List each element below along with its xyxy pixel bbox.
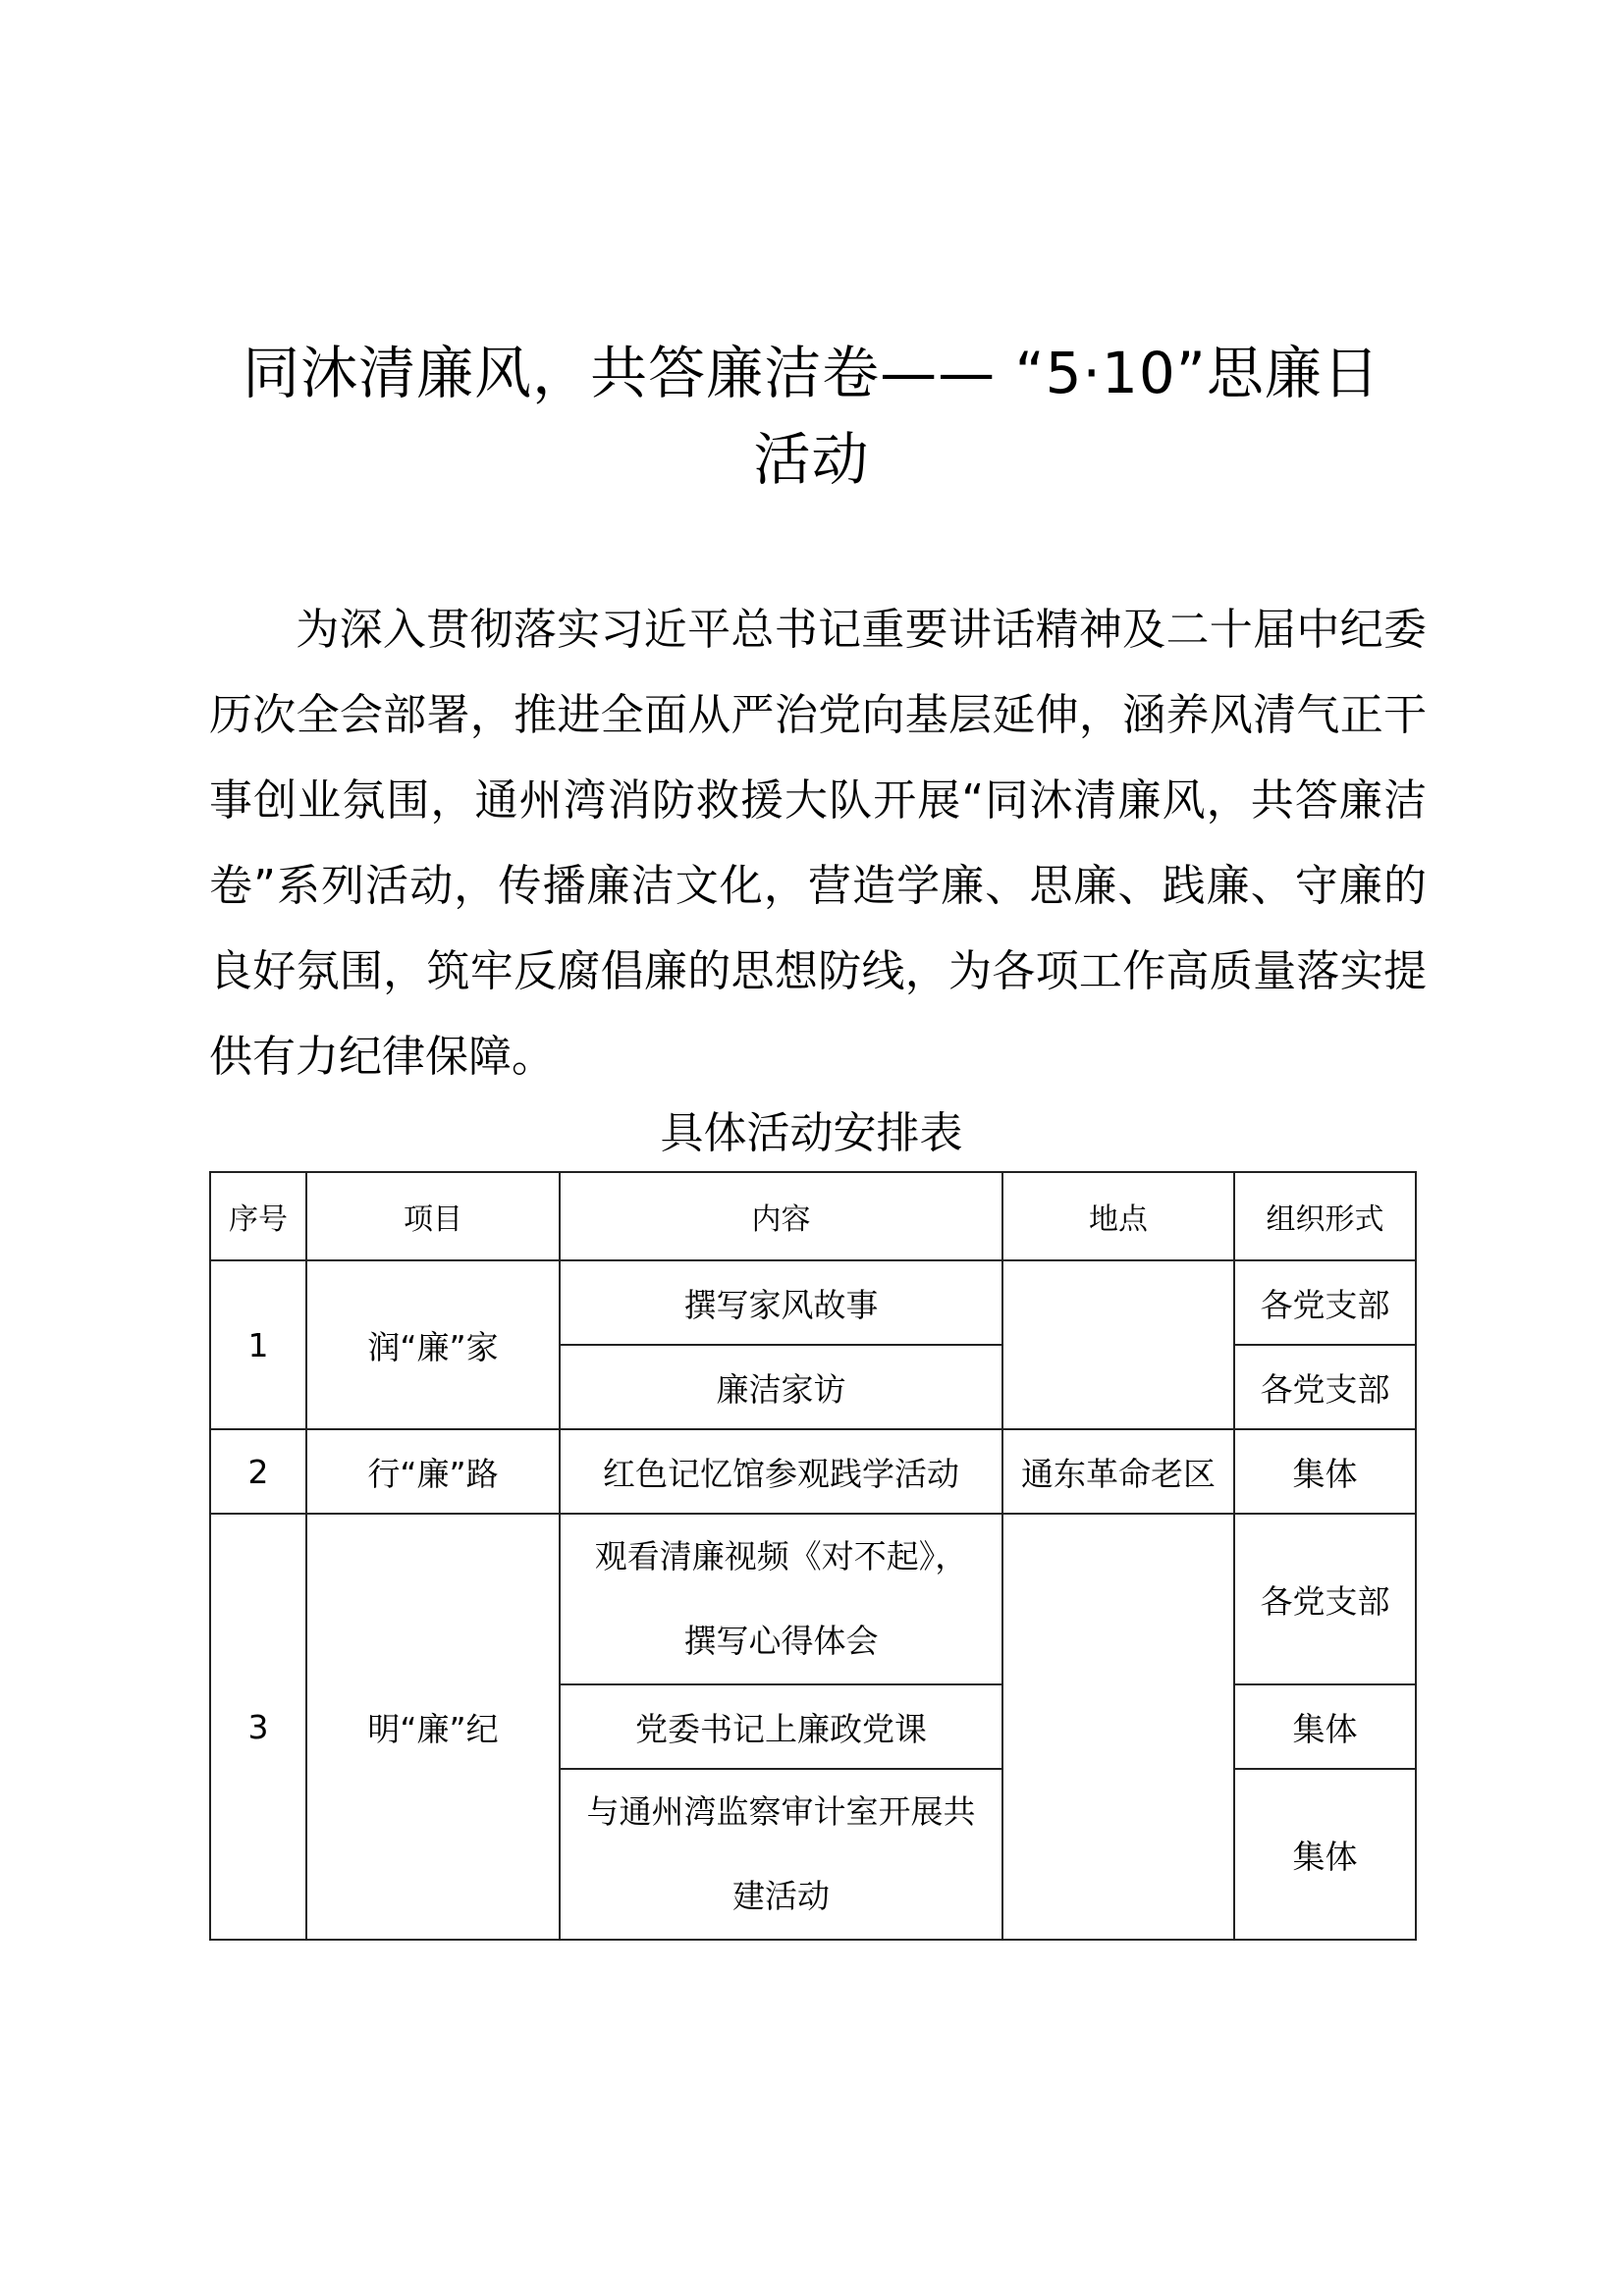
table-row — [210, 1260, 1416, 1345]
cell-content: 红色记忆馆参观践学活动 — [560, 1429, 1002, 1514]
cell-no: 3 — [210, 1514, 306, 1940]
cell-content — [560, 1769, 1002, 1940]
table-caption: 具体活动安排表 — [660, 1108, 963, 1158]
cell-form: 各党支部 — [1234, 1260, 1416, 1345]
title-line-2: 活动 — [753, 426, 870, 493]
title-line-1: 同沐清廉风，共答廉洁卷—— “5·10”思廉日 — [243, 340, 1380, 406]
cell-form: 各党支部 — [1234, 1345, 1416, 1429]
content-line: 建活动 — [732, 1877, 830, 1915]
content-line: 与通州湾监察审计室开展共 — [586, 1792, 976, 1831]
header-item: 项目 — [306, 1172, 560, 1260]
paragraph-text: 为深入贯彻落实习近平总书记重要讲话精神及二十届中纪委历次全会部署，推进全面从严治党向基层延伸，涵养风清气正干事创业氛围，通州湾消防救援大队开展“同沐清廉风，共答廉洁卷”系列活动，传播廉洁文化，营造学廉、思廉、践廉、守廉的良好氛围，筑牢反腐倡廉的思想防线，为各项工作高质量落实提供有力纪律保障。 — [209, 605, 1427, 1082]
cell-content: 廉洁家访 — [560, 1345, 1002, 1429]
cell-form: 集体 — [1234, 1769, 1416, 1940]
header-no: 序号 — [210, 1172, 306, 1260]
cell-content: 撰写家风故事 — [560, 1260, 1002, 1345]
content-line: 观看清廉视频《对不起》， — [594, 1537, 968, 1575]
cell-item: 润“廉”家 — [306, 1260, 560, 1429]
cell-no: 2 — [210, 1429, 306, 1514]
cell-location — [1002, 1260, 1234, 1429]
content-line: 撰写心得体会 — [683, 1622, 879, 1660]
cell-form: 各党支部 — [1234, 1514, 1416, 1684]
cell-form: 集体 — [1234, 1684, 1416, 1769]
document-title — [187, 330, 1436, 503]
header-location: 地点 — [1002, 1172, 1234, 1260]
activity-schedule-table — [209, 1171, 1417, 1941]
table-row — [210, 1514, 1416, 1684]
cell-no: 1 — [210, 1260, 306, 1429]
table-row — [210, 1429, 1416, 1514]
cell-content: 党委书记上廉政党课 — [560, 1684, 1002, 1769]
cell-item: 行“廉”路 — [306, 1429, 560, 1514]
cell-item: 明“廉”纪 — [306, 1514, 560, 1940]
cell-content — [560, 1514, 1002, 1684]
header-form: 组织形式 — [1234, 1172, 1416, 1260]
table-header-row — [210, 1172, 1416, 1260]
header-content: 内容 — [560, 1172, 1002, 1260]
cell-location — [1002, 1514, 1234, 1940]
cell-location: 通东革命老区 — [1002, 1429, 1234, 1514]
cell-form: 集体 — [1234, 1429, 1416, 1514]
intro-paragraph — [209, 587, 1427, 1099]
